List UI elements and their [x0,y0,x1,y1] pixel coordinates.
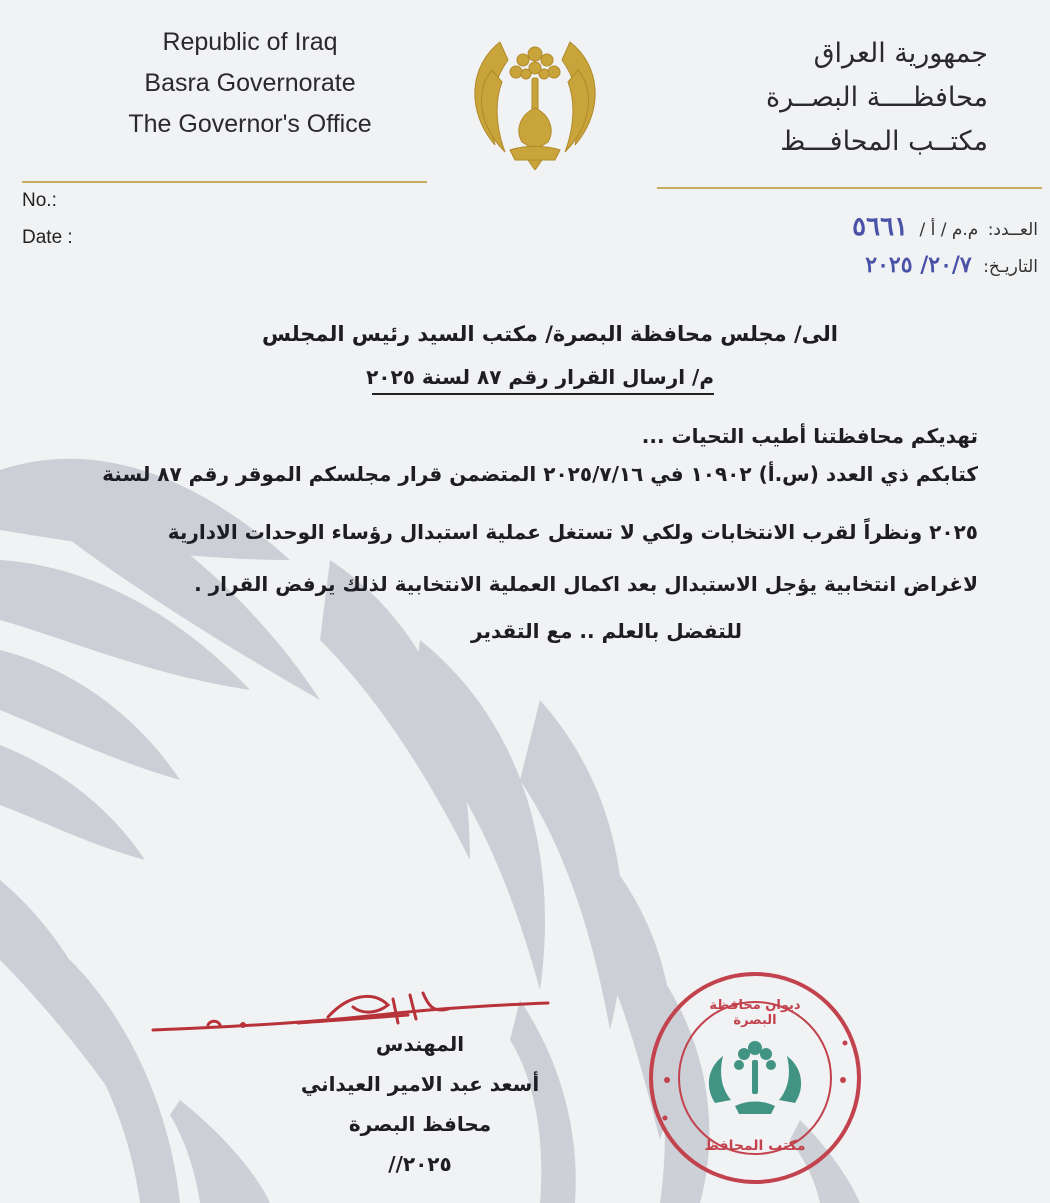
english-date-label: Date : [22,227,73,248]
greeting-line: تهديكم محافظتنا أطيب التحيات ... [641,424,978,448]
paragraph-line-1: كتابكم ذي العدد (س.أ) ١٠٩٠٢ في ٢٠٢٥/٧/١٦ المتضمن قرار مجلسكم الموقر رقم ٨٧ لسنة [102,462,978,486]
arabic-date-field [865,252,1038,278]
signature-block [300,1024,540,1184]
english-number-label: No.: [22,190,57,211]
closing-line: للتفضل بالعلم .. مع التقدير [471,619,742,643]
stamp-top-text: ديوان محافظة البصرة [709,998,801,1028]
english-country: Republic of Iraq [162,28,338,56]
arabic-number-field [852,212,1038,242]
arabic-number-prefix: م.م / أ / [919,220,979,240]
arabic-date-label: التاريـخ: [983,257,1038,277]
handwritten-number: ٥٦٦١ [852,212,909,242]
right-header-rule [657,187,1042,189]
english-office: The Governor's Office [128,110,372,138]
english-letterhead [40,22,460,145]
arabic-country: جمهورية العراق [813,38,988,69]
left-header-rule [22,181,427,183]
arabic-letterhead [628,32,988,164]
handwritten-date: ٢٠/٧/ ٢٠٢٥ [865,252,972,278]
arabic-office: مكتــب المحافـــظ [780,126,988,157]
stamp-bottom-text: مكتب المحافظ [704,1138,806,1154]
english-governorate: Basra Governorate [144,69,356,97]
subject-underline [372,393,714,395]
signature-date: ٢٠٢٥// [388,1152,452,1176]
arabic-number-label: العــدد: [987,220,1038,240]
paragraph-line-2: ٢٠٢٥ ونظراً لقرب الانتخابات ولكي لا تستغل عملية استبدال رؤساء الوحدات الادارية [167,520,978,544]
signer-position: محافظ البصرة [348,1112,492,1136]
addressee-line: الى/ مجلس محافظة البصرة/ مكتب السيد رئيس المجلس [262,322,838,346]
basra-palm-eagle-emblem-icon [460,30,610,170]
subject-line: م/ ارسال القرار رقم ٨٧ لسنة ٢٠٢٥ [366,365,714,389]
signer-name: أسعد عبد الامير العيداني [300,1072,540,1096]
paragraph-line-3: لاغراض انتخابية يؤجل الاستبدال بعد اكمال العملية الانتخابية لذلك يرفض القرار . [194,572,978,596]
arabic-governorate: محافظــــة البصــرة [765,82,988,113]
signer-title: المهندس [375,1032,465,1056]
